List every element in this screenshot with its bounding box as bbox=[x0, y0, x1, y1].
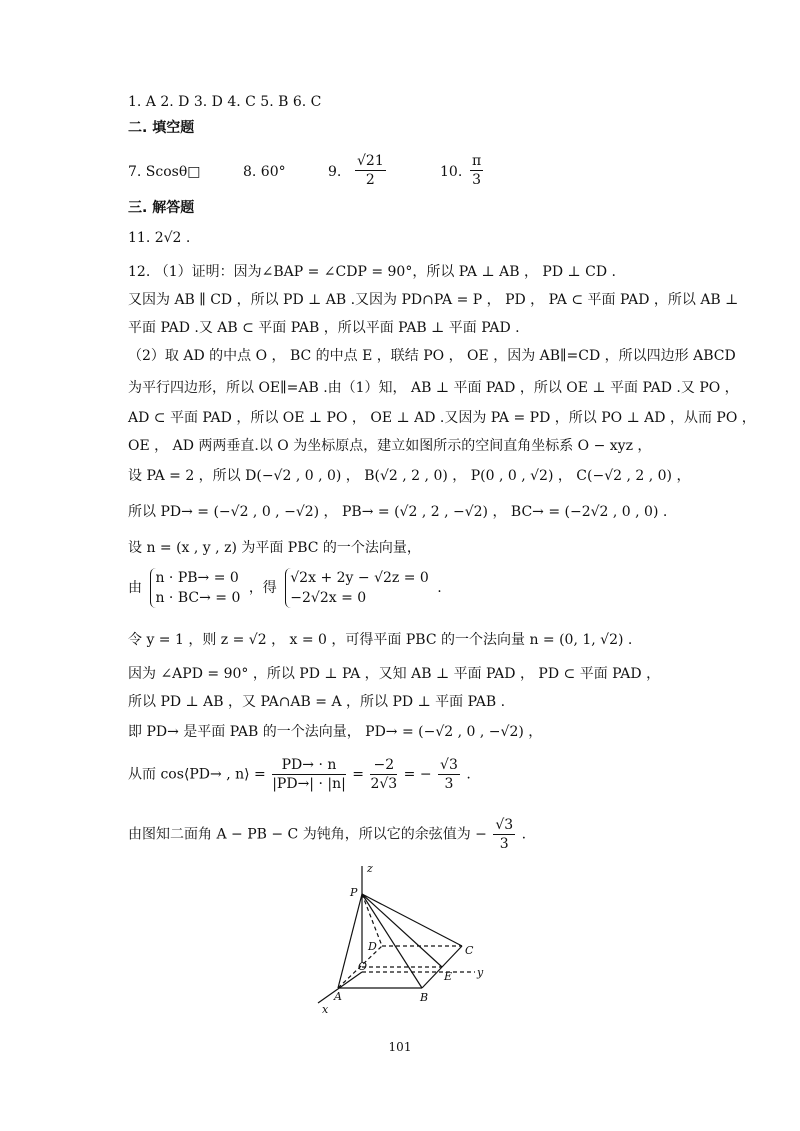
q12-line-11: 令 y = 1 ，则 z = √2 ， x = 0 ，可得平面 PBC 的一个法向量 n = (0, 1, √2) . bbox=[128, 632, 633, 648]
cosine-formula: 从而 cos⟨PD→ , n⟩ = $\frac{PD\to \cdot n}{|PD\to| \cdot |n|}$ = $\frac{-2}{2√3}$ = − $\frac{√3}{3}$ . bbox=[128, 757, 471, 792]
page-number: 101 bbox=[388, 1040, 412, 1054]
section-fill-title: 二. 填空题 bbox=[128, 120, 195, 136]
label-y: y bbox=[477, 966, 484, 979]
answer-9-number: 9. bbox=[328, 164, 342, 180]
answer-7: 7. Scosθ□ bbox=[128, 164, 201, 180]
q12-line-9: 所以 PD→ = (−√2 , 0 , −√2) ， PB→ = (√2 , 2 , −√2) ， BC→ = (−2√2 , 0 , 0) . bbox=[128, 504, 668, 520]
q12-line-8: 设 PA = 2 ，所以 D(−√2 , 0 , 0) ， B(√2 , 2 , 0) ， P(0 , 0 , √2) ， C(−√2 , 2 , 0) ， bbox=[128, 468, 691, 484]
label-z: z bbox=[367, 862, 373, 875]
q12-line-10: 设 n = (x , y , z) 为平面 PBC 的一个法向量， bbox=[128, 540, 421, 556]
q12-line-1: 12. （1）证明：因为∠BAP = ∠CDP = 90°，所以 PA ⊥ AB ， PD ⊥ CD . bbox=[128, 264, 616, 280]
choice-answers: 1. A 2. D 3. D 4. C 5. B 6. C bbox=[128, 94, 322, 110]
system-right: √2x + 2y − √2z = 0 −2√2x = 0 bbox=[285, 568, 429, 608]
q12-line-6: AD ⊂ 平面 PAD ，所以 OE ⊥ PO ， OE ⊥ AD .又因为 PA = PD ，所以 PO ⊥ AD ，从而 PO ， bbox=[128, 410, 756, 426]
answer-8: 8. 60° bbox=[243, 164, 286, 180]
answer-11: 11. 2√2 . bbox=[128, 230, 191, 246]
answer-10-fraction: $\frac{\pi}{3}$ bbox=[472, 153, 482, 188]
q12-line-5: 为平行四边形，所以 OE∥=AB .由（1）知， AB ⊥ 平面 PAD ，所以 OE ⊥ 平面 PAD .又 PO ， bbox=[128, 380, 739, 396]
q12-line-4: （2）取 AD 的中点 O ， BC 的中点 E ，联结 PO ， OE ，因为 AB∥=CD ，所以四边形 ABCD bbox=[128, 348, 736, 364]
label-O: O bbox=[358, 960, 368, 973]
section-solve-title: 三. 解答题 bbox=[128, 200, 195, 216]
label-x: x bbox=[322, 1003, 329, 1016]
equation-system: 由 n · PB→ = 0 n · BC→ = 0 ，得 √2x + 2y − √2z = 0 −2√2x = 0 . bbox=[128, 570, 442, 606]
final-answer: 由图知二面角 A − PB − C 为钝角，所以它的余弦值为 − $\frac{√3}{3}$ . bbox=[128, 817, 527, 852]
label-B: B bbox=[420, 991, 429, 1004]
label-E: E bbox=[444, 970, 453, 983]
q12-line-14: 即 PD→ 是平面 PAB 的一个法向量， PD→ = (−√2 , 0 , −√2) ， bbox=[128, 724, 543, 740]
label-P: P bbox=[350, 886, 358, 899]
label-D: D bbox=[368, 940, 377, 953]
q12-line-2: 又因为 AB ∥ CD ，所以 PD ⊥ AB .又因为 PD∩PA = P ， PD ， PA ⊂ 平面 PAD ，所以 AB ⊥ bbox=[128, 292, 739, 308]
q12-line-3: 平面 PAD .又 AB ⊂ 平面 PAB ，所以平面 PAB ⊥ 平面 PAD . bbox=[128, 320, 520, 336]
label-A: A bbox=[334, 990, 342, 1003]
q12-line-7: OE ， AD 两两垂直.以 O 为坐标原点，建立如图所示的空间直角坐标系 O − xyz ， bbox=[128, 438, 652, 454]
label-C: C bbox=[465, 944, 474, 957]
answer-9-fraction: $\frac{√21}{2}$ bbox=[357, 153, 384, 188]
system-left: n · PB→ = 0 n · BC→ = 0 bbox=[150, 568, 240, 608]
pyramid-figure bbox=[300, 858, 500, 1018]
q12-line-12: 因为 ∠APD = 90° ，所以 PD ⊥ PA ，又知 AB ⊥ 平面 PAD ， PD ⊂ 平面 PAD ， bbox=[128, 666, 661, 682]
q12-line-13: 所以 PD ⊥ AB ，又 PA∩AB = A ，所以 PD ⊥ 平面 PAB . bbox=[128, 694, 506, 710]
edge-PC bbox=[362, 894, 462, 946]
answer-10-number: 10. bbox=[440, 164, 463, 180]
